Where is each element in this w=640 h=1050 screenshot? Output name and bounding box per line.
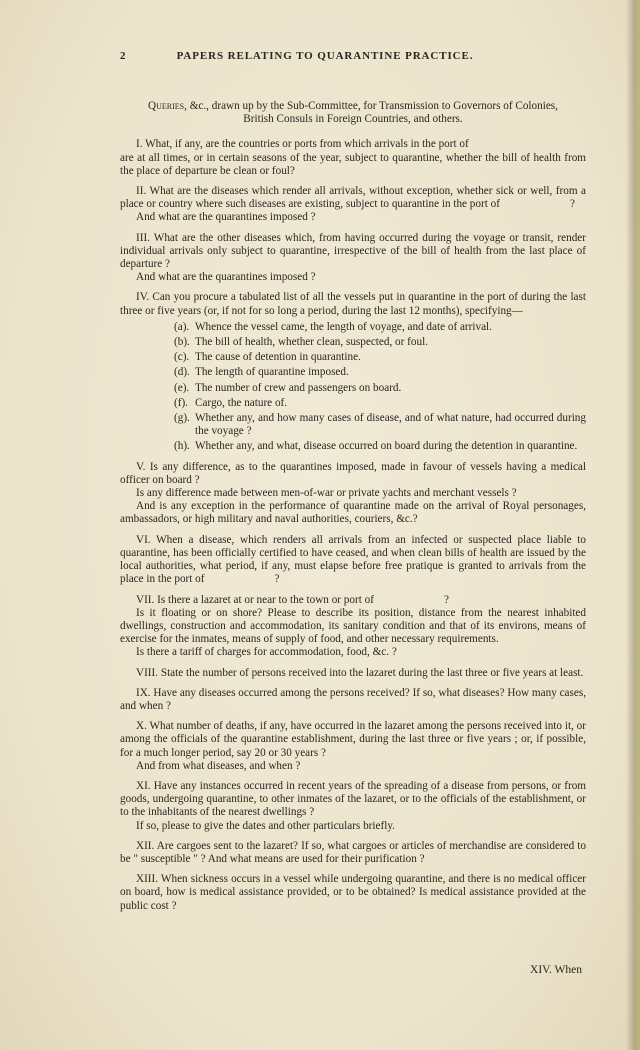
query-4-text: IV. Can you procure a tabulated list of all the vessels put in quarantine in the port of during the last three or five years (or, if not for so long a period, during the last 12 months), specifying— xyxy=(120,291,586,317)
query-13 xyxy=(120,873,586,913)
list-item: (h). Whether any, and what, disease occurred on board during the detention in quarantine. xyxy=(174,440,578,453)
list-item: (a). Whence the vessel came, the length of voyage, and date of arrival. xyxy=(174,320,492,333)
query-4 xyxy=(120,291,586,453)
caption xyxy=(120,100,586,126)
query-5-followup-2: And is any exception in the performance of quarantine made on the arrival of Royal personages, ambassadors, or high military and naval authorities, couriers, &c.? xyxy=(120,500,586,526)
query-12 xyxy=(120,840,586,866)
query-1 xyxy=(120,138,586,178)
query-9-text: IX. Have any diseases occurred among the persons received? If so, what diseases? How many cases, and when ? xyxy=(120,686,586,712)
query-6 xyxy=(120,534,586,587)
query-4-items xyxy=(120,321,586,454)
page-edge-shadow xyxy=(626,0,640,1050)
query-11-text: XI. Have any instances occurred in recent years of the spreading of a disease from persons, or from goods, undergoing quarantine, to other inmates of the lazaret, or to the officials of the establishment, or to the inhabitants of the nearest dwellings ? xyxy=(120,779,586,819)
query-3 xyxy=(120,232,586,285)
query-7 xyxy=(120,594,586,660)
query-7-followup-1: Is it floating or on shore? Please to describe its position, distance from the nearest inhabited dwellings, construction and accommodation, its sanitary condition and that of its environs, means of exercise for the inmates, means of supply of food, and other necessary requirements. xyxy=(120,606,586,646)
query-13-text: XIII. When sickness occurs in a vessel while undergoing quarantine, and there is no medical officer on board, how is medical assistance provided, or to be obtained? Is medical assistance provided at the public cost ? xyxy=(120,873,586,912)
query-3-text: III. What are the other diseases which, from having occurred during the voyage or transit, render individual arrivals only subject to quarantine, irrespective of the bill of health from the last place of departure ? xyxy=(120,231,586,271)
query-12-text: XII. Are cargoes sent to the lazaret? If so, what cargoes or articles of merchandise are considered to be " susceptible " ? And what means are used for their purification ? xyxy=(120,839,586,865)
page-content xyxy=(120,100,586,920)
list-item: (g). Whether any, and how many cases of disease, and of what nature, had occurred during the voyage ? xyxy=(174,412,586,438)
caption-small-caps: Queries xyxy=(148,100,185,112)
query-7-text: VII. Is there a lazaret at or near to the town or port of ? xyxy=(136,593,449,606)
query-9 xyxy=(120,687,586,713)
query-5 xyxy=(120,461,586,527)
query-1-text: I. What, if any, are the countries or ports from which arrivals in the port of xyxy=(136,138,469,151)
caption-line1: , &c., drawn up by the Sub-Committee, for Transmission to Governors of Colonies, xyxy=(184,100,558,112)
list-item: (e). The number of crew and passengers on board. xyxy=(174,381,402,394)
running-head xyxy=(120,50,520,62)
query-10-text: X. What number of deaths, if any, have occurred in the lazaret among the persons received into it, or among the officials of the quarantine establishment, during the last three or five years ; or, if possible, for a much longer period, say 20 or 30 years ? xyxy=(120,720,586,759)
query-2-followup: And what are the quarantines imposed ? xyxy=(136,211,316,224)
query-2 xyxy=(120,185,586,225)
query-10-followup: And from what diseases, and when ? xyxy=(136,759,301,772)
query-7-followup-2: Is there a tariff of charges for accommodation, food, &c. ? xyxy=(136,646,397,659)
query-3-followup: And what are the quarantines imposed ? xyxy=(136,271,316,284)
query-11-followup: If so, please to give the dates and other particulars briefly. xyxy=(136,819,395,832)
query-1-text-cont: are at all times, or in certain seasons of the year, subject to quarantine, whether the bill of health from the place of departure be clean or foul? xyxy=(120,151,586,177)
running-title: PAPERS RELATING TO QUARANTINE PRACTICE. xyxy=(176,50,474,62)
query-8-text: VIII. State the number of persons received into the lazaret during the last three or five years at least. xyxy=(136,666,584,679)
query-5-text: V. Is any difference, as to the quarantines imposed, made in favour of vessels having a medical officer on board ? xyxy=(120,460,586,486)
query-2-text: II. What are the diseases which render all arrivals, without exception, whether sick or well, from a place or country where such diseases are existing, subject to quarantine in the port of ? xyxy=(120,185,586,211)
list-item: (d). The length of quarantine imposed. xyxy=(174,366,349,379)
page-number: 2 xyxy=(120,50,127,62)
caption-line2: British Consuls in Foreign Countries, and others. xyxy=(243,113,463,126)
catchword: XIV. When xyxy=(530,964,582,976)
query-5-followup-1: Is any difference made between men-of-war or private yachts and merchant vessels ? xyxy=(136,487,517,500)
list-item: (c). The cause of detention in quarantine. xyxy=(174,351,361,364)
query-6-text: VI. When a disease, which renders all arrivals from an infected or suspected place liable to quarantine, has been officially certified to have ceased, and when clean bills of health are issued by the local authorities, what period, if any, must elapse before free pratique is granted to arrivals from the place in the port of ? xyxy=(120,533,586,586)
list-item: (b). The bill of health, whether clean, suspected, or foul. xyxy=(174,336,428,349)
list-item: (f). Cargo, the nature of. xyxy=(174,396,288,409)
query-11 xyxy=(120,780,586,833)
query-10 xyxy=(120,720,586,773)
query-8 xyxy=(120,667,586,680)
